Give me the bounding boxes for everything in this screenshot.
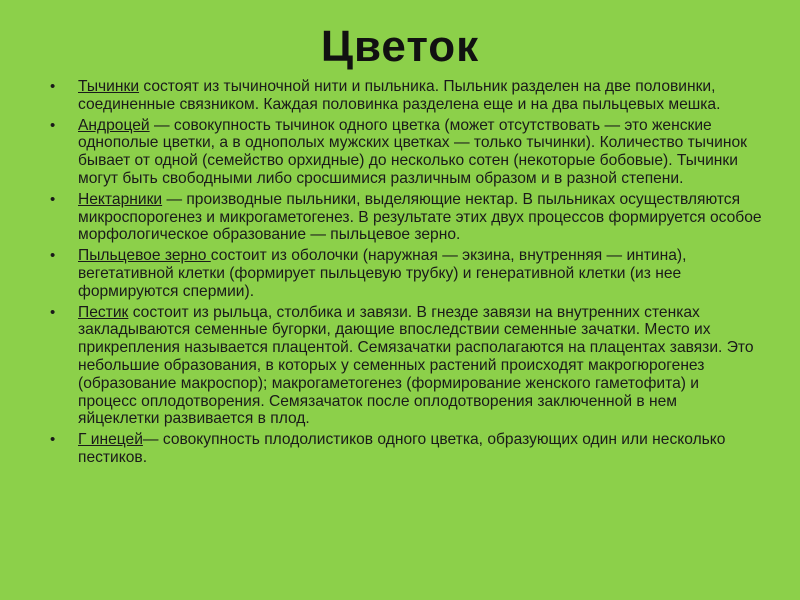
item-text: — совокупность плодолистиков одного цветка, образующих один или несколько пестиков. xyxy=(78,431,726,466)
list-item xyxy=(50,191,762,244)
list-item xyxy=(50,304,762,429)
list-item xyxy=(50,431,762,467)
list-item xyxy=(50,247,762,300)
item-text: — совокупность тычинок одного цветка (может отсутствовать — это женские однополые цветки, а в однополых мужских цветках — только тычинки). Количество тычинок бывает от одной (семейство орхидные) до несколько сотен (некоторые бобовые). Тычинки могут быть свободными либо сросшимися различным образом и в разной степени. xyxy=(78,116,747,187)
bullet-icon: • xyxy=(50,78,56,95)
bullet-list xyxy=(50,78,762,470)
item-text: — производные пыльники, выделяющие нектар. В пыльниках осуществляются микроспорогенез и микрогаметогенез. В результате этих двух процессов формируется особое морфологическое образование — пыльцевое зерно. xyxy=(78,190,762,244)
list-item xyxy=(50,117,762,188)
term-pollen-grain: Пыльцевое зерно xyxy=(78,247,211,265)
item-text: состоит из рыльца, столбика и завязи. В гнезде завязи на внутренних стенках закладываются семенные бугорки, дающие впоследствии семенные зачатки. Место их прикрепления называется плацентой. Семязачатки располагаются на плацентах завязи. Это небольшие образования, в которых у семенных растений происходят макрогюрогенез (образование макроспор); макрогаметогенез (формирование женского гаметофита) и процесс оплодотворения. Семязачаток после оплодотворения заключенной в нем яйцеклетки развивается в плод. xyxy=(78,303,754,428)
bullet-icon: • xyxy=(50,431,56,449)
slide-title: Цветок xyxy=(320,22,480,71)
item-text: состоят из тычиночной нити и пыльника. Пыльник разделен на две половинки, соединенные связником. Каждая половинка разделена еще и на два пыльцевых мешка. xyxy=(78,78,721,113)
term-gynoecium: Г инецей xyxy=(78,431,143,449)
bullet-icon: • xyxy=(50,303,56,321)
list-item xyxy=(50,78,762,114)
term-pistil: Пестик xyxy=(78,303,129,321)
term-nectaries: Нектарники xyxy=(78,190,163,208)
bullet-icon: • xyxy=(50,116,56,134)
item-text: состоит из оболочки (наружная — экзина, внутренняя — интина), вегетативной клетки (формирует пыльцевую трубку) и генеративной клетки (из нее формируются спермии). xyxy=(78,247,687,300)
term-stamens: Тычинки xyxy=(78,78,140,95)
bullet-icon: • xyxy=(50,190,56,208)
bullet-icon: • xyxy=(50,247,56,265)
term-androecium: Андроцей xyxy=(78,116,150,134)
